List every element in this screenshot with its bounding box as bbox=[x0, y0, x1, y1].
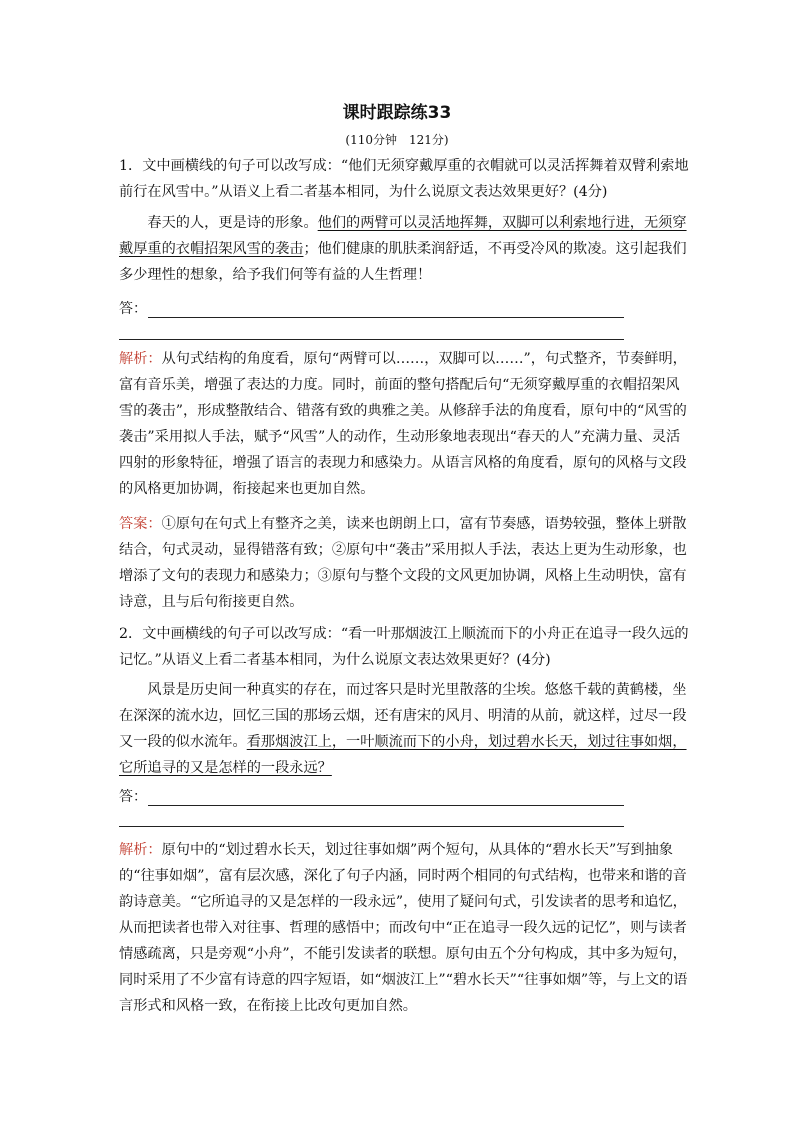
page-subtitle: (110分钟 121分) bbox=[345, 133, 449, 147]
question-1-key bbox=[119, 511, 689, 615]
underlined-sentence: 看那烟波江上，一叶顺流而下的小舟，划过碧水长天，划过往事如烟，它所追寻的又是怎样的一段永远？ bbox=[119, 734, 687, 776]
passage-text: ；他们健康的肌肤柔润舒适，不再受冷风的欺凌。这引起我们多少理性的想象，给予我们何等有益的人生哲理！ bbox=[119, 241, 687, 283]
underlined-sentence: 他们的两臂可以灵活地挥舞，双脚可以利索地行进，无须穿戴厚重的衣帽招架风雪的袭击 bbox=[119, 215, 687, 257]
answer-label: 答： bbox=[119, 301, 147, 317]
answer-rule-2 bbox=[119, 339, 624, 340]
passage-text: 风景是历史间一种真实的存在，而过客只是时光里散落的尘埃。悠悠千载的黄鹤楼，坐在深深的流水边，回忆三国的那场云烟，还有唐宋的风月、明清的从前，就这样，过尽一段又一段的似水流年。 bbox=[119, 682, 687, 750]
question-1-answer-line[interactable] bbox=[119, 299, 147, 319]
question-2-passage bbox=[119, 677, 689, 781]
analysis-text: 原句中的“划过碧水长天，划过往事如烟”两个短句，从具体的“碧水长天”写到抽象的“往事如烟”，富有层次感，深化了句子内涵，同时两个相同的句式结构，也带来和谐的音韵诗意美。“它所追寻的又是怎样的一段永远”，使用了疑问句式，引发读者的思考和追忆，从而把读者也带入对往事、哲理的感悟中；而改句中“正在追寻一段久远的记忆”，则与读者情感疏离，只是旁观“小舟”，不能引发读者的联想。原句由五个分句构成，其中多为短句，同时采用了不少富有诗意的四字短语，如“烟波江上”“碧水长天”“往事如烟”等，与上文的语言形式和风格一致，在衔接上比改句更加自然。 bbox=[119, 842, 688, 1014]
analysis-text: 从句式结构的角度看，原句“两臂可以……，双脚可以……”，句式整齐，节奏鲜明，富有音乐美，增强了表达的力度。同时，前面的整句搭配后句“无须穿戴厚重的衣帽招架风雪的袭击”，形成整散结合、错落有致的典雅之美。从修辞手法的角度看，原句中的“风雪的袭击”采用拟人手法，赋予“风雪”人的动作，生动形象地表现出“春天的人”充满力量、灵活四射的形象特征，增强了语言的表现力和感染力。从语言风格的角度看，原句的风格与文段的风格更加协调，衔接起来也更加自然。 bbox=[119, 351, 687, 497]
question-1-analysis bbox=[119, 346, 689, 502]
answer-key-text: ①原句在句式上有整齐之美，读来也朗朗上口，富有节奏感，语势较强，整体上骈散结合，句式灵动，显得错落有致；②原句中“袭击”采用拟人手法，表达上更为生动形象，也增添了文句的表现力和感染力；③原句与整个文段的文风更加协调，风格上生动明快，富有诗意，且与后句衔接更自然。 bbox=[119, 516, 687, 610]
question-2-prompt: 2．文中画横线的句子可以改写成：“看一叶那烟波江上顺流而下的小舟正在追寻一段久远的记忆。”从语义上看二者基本相同，为什么说原文表达效果更好？(4分) bbox=[119, 626, 689, 668]
passage-text: 春天的人，更是诗的形象。 bbox=[147, 215, 318, 231]
analysis-label: 解析： bbox=[119, 351, 162, 367]
answer-label: 答： bbox=[119, 789, 147, 805]
answer-rule bbox=[148, 317, 624, 318]
question-2-analysis bbox=[119, 837, 689, 1019]
analysis-label: 解析： bbox=[119, 842, 162, 858]
answer-rule-2 bbox=[119, 826, 624, 827]
question-1-prompt: 1．文中画横线的句子可以改写成：“他们无须穿戴厚重的衣帽就可以灵活挥舞着双臂利索地前行在风雪中。”从语义上看二者基本相同，为什么说原文表达效果更好？(4分) bbox=[119, 158, 689, 200]
question-1-passage bbox=[119, 210, 689, 288]
page-title: 课时跟踪练33 bbox=[342, 103, 452, 123]
answer-key-label: 答案： bbox=[119, 516, 162, 532]
answer-rule bbox=[148, 805, 624, 806]
question-2-answer-line[interactable] bbox=[119, 787, 147, 807]
